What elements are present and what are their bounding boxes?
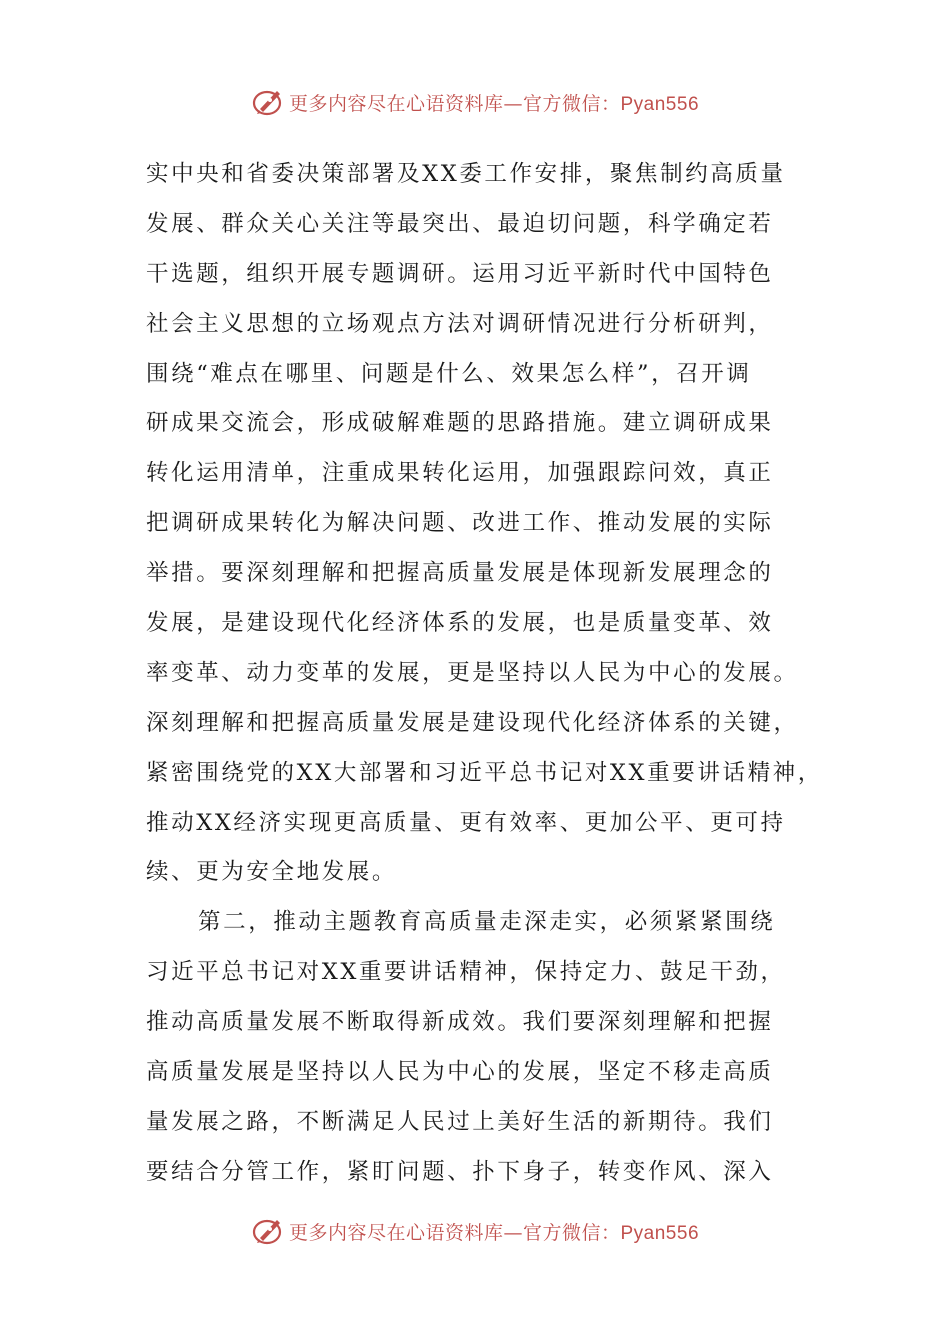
text-line: 高质量发展是坚持以人民为中心的发展，坚定不移走高质 xyxy=(146,1059,774,1086)
text-line: 习近平总书记对XX重要讲话精神，保持定力、鼓足干劲， xyxy=(146,959,786,986)
pen-nib-circle-icon xyxy=(251,1214,285,1248)
text-line: 研成果交流会，形成破解难题的思路措施。建立调研成果 xyxy=(146,410,774,437)
text-line: 量发展之路，不断满足人民过上美好生活的新期待。我们 xyxy=(146,1108,774,1135)
text-line: 推动高质量发展不断取得新成效。我们要深刻理解和把握 xyxy=(146,1009,774,1036)
text-line: 紧密围绕党的XX大部署和习近平总书记对XX重要讲话精神， xyxy=(146,759,823,786)
text-line: 续、更为安全地发展。 xyxy=(146,859,398,886)
text-line: 率变革、动力变革的发展，更是坚持以人民为中心的发展。 xyxy=(146,659,799,686)
text-line: 干选题，组织开展专题调研。运用习近平新时代中国特色 xyxy=(146,260,774,287)
text-line: 要结合分管工作，紧盯问题、扑下身子，转变作风、深入 xyxy=(146,1158,774,1185)
text-line: 社会主义思想的立场观点方法对调研情况进行分析研判， xyxy=(146,310,774,337)
paragraph-start-line: 第二，推动主题教育高质量走深走实，必须紧紧围绕 xyxy=(198,909,776,936)
banner-text: 更多内容尽在心语资料库—官方微信：Pyan556 xyxy=(288,92,700,115)
footer-banner xyxy=(0,1211,950,1251)
banner-brand: Pyan556 xyxy=(620,93,700,115)
banner-text: 更多内容尽在心语资料库—官方微信：Pyan556 xyxy=(288,1221,700,1244)
text-line: 举措。要深刻理解和把握高质量发展是体现新发展理念的 xyxy=(146,560,774,587)
text-line: 推动XX经济实现更高质量、更有效率、更加公平、更可持 xyxy=(146,809,786,836)
text-line: 实中央和省委决策部署及XX委工作安排，聚焦制约高质量 xyxy=(146,161,786,187)
text-line: 把调研成果转化为解决问题、改进工作、推动发展的实际 xyxy=(146,510,774,537)
header-banner xyxy=(0,82,950,122)
text-line: 发展、群众关心关注等最突出、最迫切问题，科学确定若 xyxy=(146,210,774,237)
text-line: 发展，是建设现代化经济体系的发展，也是质量变革、效 xyxy=(146,610,774,637)
document-body xyxy=(146,150,826,1198)
pen-nib-circle-icon xyxy=(251,85,285,119)
text-line: 转化运用清单，注重成果转化运用，加强跟踪问效，真正 xyxy=(146,460,774,487)
text-line: 围绕“难点在哪里、问题是什么、效果怎么样”，召开调 xyxy=(146,360,752,387)
text-line: 深刻理解和把握高质量发展是建设现代化经济体系的关键， xyxy=(146,709,799,736)
banner-brand: Pyan556 xyxy=(620,1222,700,1244)
